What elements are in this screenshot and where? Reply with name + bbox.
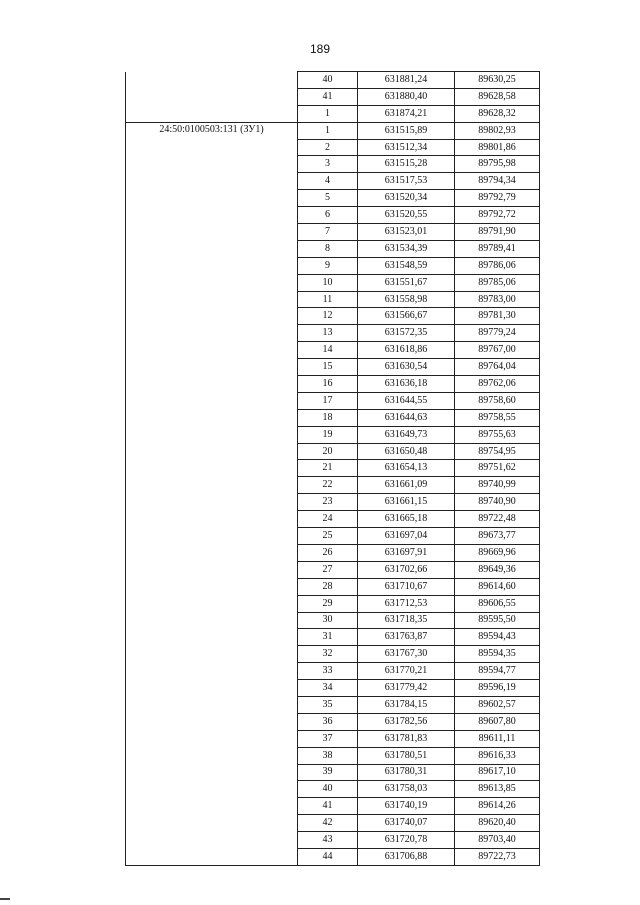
y-coordinate-cell: 89789,41 bbox=[455, 240, 540, 257]
x-coordinate-cell: 631512,34 bbox=[358, 139, 455, 156]
table-row bbox=[126, 342, 540, 359]
parcel-number-cell bbox=[126, 426, 298, 443]
parcel-number-cell bbox=[126, 646, 298, 663]
x-coordinate-cell: 631520,55 bbox=[358, 207, 455, 224]
point-number-cell: 32 bbox=[298, 646, 358, 663]
point-number-cell: 23 bbox=[298, 494, 358, 511]
x-coordinate-cell: 631706,88 bbox=[358, 848, 455, 865]
y-coordinate-cell: 89754,95 bbox=[455, 443, 540, 460]
parcel-number-cell bbox=[126, 359, 298, 376]
x-coordinate-cell: 631665,18 bbox=[358, 511, 455, 528]
table-row bbox=[126, 426, 540, 443]
x-coordinate-cell: 631780,31 bbox=[358, 764, 455, 781]
y-coordinate-cell: 89722,48 bbox=[455, 511, 540, 528]
x-coordinate-cell: 631782,56 bbox=[358, 713, 455, 730]
y-coordinate-cell: 89613,85 bbox=[455, 781, 540, 798]
point-number-cell: 40 bbox=[298, 72, 358, 89]
parcel-number-cell bbox=[126, 342, 298, 359]
y-coordinate-cell: 89762,06 bbox=[455, 376, 540, 393]
y-coordinate-cell: 89758,60 bbox=[455, 392, 540, 409]
parcel-number-cell bbox=[126, 190, 298, 207]
table-row bbox=[126, 578, 540, 595]
x-coordinate-cell: 631770,21 bbox=[358, 663, 455, 680]
parcel-number-cell bbox=[126, 105, 298, 122]
y-coordinate-cell: 89792,72 bbox=[455, 207, 540, 224]
x-coordinate-cell: 631649,73 bbox=[358, 426, 455, 443]
point-number-cell: 40 bbox=[298, 781, 358, 798]
table-row bbox=[126, 781, 540, 798]
point-number-cell: 14 bbox=[298, 342, 358, 359]
table-row bbox=[126, 595, 540, 612]
table-row bbox=[126, 511, 540, 528]
y-coordinate-cell: 89617,10 bbox=[455, 764, 540, 781]
point-number-cell: 42 bbox=[298, 815, 358, 832]
table-row bbox=[126, 105, 540, 122]
point-number-cell: 27 bbox=[298, 561, 358, 578]
parcel-number-cell bbox=[126, 240, 298, 257]
y-coordinate-cell: 89794,34 bbox=[455, 173, 540, 190]
y-coordinate-cell: 89606,55 bbox=[455, 595, 540, 612]
y-coordinate-cell: 89594,35 bbox=[455, 646, 540, 663]
x-coordinate-cell: 631551,67 bbox=[358, 274, 455, 291]
y-coordinate-cell: 89620,40 bbox=[455, 815, 540, 832]
table-row bbox=[126, 72, 540, 89]
point-number-cell: 22 bbox=[298, 477, 358, 494]
x-coordinate-cell: 631650,48 bbox=[358, 443, 455, 460]
point-number-cell: 41 bbox=[298, 88, 358, 105]
x-coordinate-cell: 631654,13 bbox=[358, 460, 455, 477]
parcel-number-cell bbox=[126, 798, 298, 815]
table-row bbox=[126, 376, 540, 393]
table-row bbox=[126, 308, 540, 325]
parcel-number-cell bbox=[126, 443, 298, 460]
table-row bbox=[126, 173, 540, 190]
table-row bbox=[126, 747, 540, 764]
y-coordinate-cell: 89740,99 bbox=[455, 477, 540, 494]
parcel-number-cell bbox=[126, 460, 298, 477]
table-row bbox=[126, 798, 540, 815]
y-coordinate-cell: 89611,11 bbox=[455, 730, 540, 747]
table-row bbox=[126, 544, 540, 561]
table-row bbox=[126, 359, 540, 376]
point-number-cell: 33 bbox=[298, 663, 358, 680]
parcel-number-cell bbox=[126, 680, 298, 697]
parcel-number-cell bbox=[126, 815, 298, 832]
point-number-cell: 38 bbox=[298, 747, 358, 764]
table-row bbox=[126, 663, 540, 680]
x-coordinate-cell: 631548,59 bbox=[358, 257, 455, 274]
point-number-cell: 11 bbox=[298, 291, 358, 308]
x-coordinate-cell: 631758,03 bbox=[358, 781, 455, 798]
parcel-number-cell bbox=[126, 764, 298, 781]
y-coordinate-cell: 89758,55 bbox=[455, 409, 540, 426]
table-row bbox=[126, 190, 540, 207]
y-coordinate-cell: 89791,90 bbox=[455, 224, 540, 241]
point-number-cell: 2 bbox=[298, 139, 358, 156]
x-coordinate-cell: 631874,21 bbox=[358, 105, 455, 122]
parcel-number-cell bbox=[126, 629, 298, 646]
y-coordinate-cell: 89602,57 bbox=[455, 696, 540, 713]
point-number-cell: 18 bbox=[298, 409, 358, 426]
y-coordinate-cell: 89614,60 bbox=[455, 578, 540, 595]
point-number-cell: 5 bbox=[298, 190, 358, 207]
table-row bbox=[126, 460, 540, 477]
point-number-cell: 39 bbox=[298, 764, 358, 781]
table-row bbox=[126, 680, 540, 697]
parcel-number-cell bbox=[126, 663, 298, 680]
point-number-cell: 34 bbox=[298, 680, 358, 697]
parcel-number-cell bbox=[126, 578, 298, 595]
x-coordinate-cell: 631784,15 bbox=[358, 696, 455, 713]
x-coordinate-cell: 631779,42 bbox=[358, 680, 455, 697]
point-number-cell: 9 bbox=[298, 257, 358, 274]
x-coordinate-cell: 631515,28 bbox=[358, 156, 455, 173]
y-coordinate-cell: 89673,77 bbox=[455, 528, 540, 545]
y-coordinate-cell: 89792,79 bbox=[455, 190, 540, 207]
table-row bbox=[126, 528, 540, 545]
x-coordinate-cell: 631710,67 bbox=[358, 578, 455, 595]
table-row bbox=[126, 815, 540, 832]
table-row bbox=[126, 274, 540, 291]
table-row bbox=[126, 88, 540, 105]
point-number-cell: 13 bbox=[298, 325, 358, 342]
point-number-cell: 17 bbox=[298, 392, 358, 409]
table-row bbox=[126, 291, 540, 308]
y-coordinate-cell: 89779,24 bbox=[455, 325, 540, 342]
table-row bbox=[126, 139, 540, 156]
y-coordinate-cell: 89783,00 bbox=[455, 291, 540, 308]
point-number-cell: 36 bbox=[298, 713, 358, 730]
parcel-number-cell bbox=[126, 832, 298, 849]
parcel-number-cell bbox=[126, 308, 298, 325]
point-number-cell: 30 bbox=[298, 612, 358, 629]
x-coordinate-cell: 631697,04 bbox=[358, 528, 455, 545]
parcel-number-cell bbox=[126, 88, 298, 105]
table-row bbox=[126, 764, 540, 781]
table-row bbox=[126, 224, 540, 241]
point-number-cell: 26 bbox=[298, 544, 358, 561]
x-coordinate-cell: 631534,39 bbox=[358, 240, 455, 257]
table-row bbox=[126, 207, 540, 224]
x-coordinate-cell: 631644,55 bbox=[358, 392, 455, 409]
parcel-number-cell bbox=[126, 781, 298, 798]
y-coordinate-cell: 89764,04 bbox=[455, 359, 540, 376]
parcel-number-cell bbox=[126, 561, 298, 578]
point-number-cell: 19 bbox=[298, 426, 358, 443]
y-coordinate-cell: 89596,19 bbox=[455, 680, 540, 697]
parcel-number-cell bbox=[126, 477, 298, 494]
point-number-cell: 44 bbox=[298, 848, 358, 865]
y-coordinate-cell: 89628,58 bbox=[455, 88, 540, 105]
parcel-number-cell bbox=[126, 224, 298, 241]
x-coordinate-cell: 631636,18 bbox=[358, 376, 455, 393]
table-row bbox=[126, 494, 540, 511]
point-number-cell: 16 bbox=[298, 376, 358, 393]
parcel-number-cell bbox=[126, 156, 298, 173]
y-coordinate-cell: 89740,90 bbox=[455, 494, 540, 511]
y-coordinate-cell: 89703,40 bbox=[455, 832, 540, 849]
parcel-number-cell bbox=[126, 139, 298, 156]
parcel-number-cell bbox=[126, 612, 298, 629]
y-coordinate-cell: 89751,62 bbox=[455, 460, 540, 477]
point-number-cell: 3 bbox=[298, 156, 358, 173]
y-coordinate-cell: 89795,98 bbox=[455, 156, 540, 173]
parcel-number-cell bbox=[126, 257, 298, 274]
point-number-cell: 8 bbox=[298, 240, 358, 257]
y-coordinate-cell: 89649,36 bbox=[455, 561, 540, 578]
table-row bbox=[126, 561, 540, 578]
y-coordinate-cell: 89767,00 bbox=[455, 342, 540, 359]
parcel-number-cell bbox=[126, 528, 298, 545]
y-coordinate-cell: 89614,26 bbox=[455, 798, 540, 815]
table-row bbox=[126, 409, 540, 426]
parcel-number-cell bbox=[126, 544, 298, 561]
x-coordinate-cell: 631740,19 bbox=[358, 798, 455, 815]
x-coordinate-cell: 631718,35 bbox=[358, 612, 455, 629]
y-coordinate-cell: 89755,63 bbox=[455, 426, 540, 443]
x-coordinate-cell: 631618,86 bbox=[358, 342, 455, 359]
x-coordinate-cell: 631566,67 bbox=[358, 308, 455, 325]
table-row bbox=[126, 325, 540, 342]
parcel-number-cell bbox=[126, 747, 298, 764]
point-number-cell: 20 bbox=[298, 443, 358, 460]
x-coordinate-cell: 631644,63 bbox=[358, 409, 455, 426]
page-number: 189 bbox=[309, 42, 331, 56]
x-coordinate-cell: 631572,35 bbox=[358, 325, 455, 342]
y-coordinate-cell: 89607,80 bbox=[455, 713, 540, 730]
x-coordinate-cell: 631767,30 bbox=[358, 646, 455, 663]
parcel-number-cell bbox=[126, 207, 298, 224]
parcel-number-cell bbox=[126, 274, 298, 291]
x-coordinate-cell: 631881,24 bbox=[358, 72, 455, 89]
x-coordinate-cell: 631558,98 bbox=[358, 291, 455, 308]
table-row bbox=[126, 240, 540, 257]
point-number-cell: 1 bbox=[298, 105, 358, 122]
point-number-cell: 28 bbox=[298, 578, 358, 595]
table-row bbox=[126, 612, 540, 629]
table-row bbox=[126, 122, 540, 139]
parcel-number-cell bbox=[126, 848, 298, 865]
table-row bbox=[126, 443, 540, 460]
y-coordinate-cell: 89630,25 bbox=[455, 72, 540, 89]
x-coordinate-cell: 631702,66 bbox=[358, 561, 455, 578]
y-coordinate-cell: 89801,86 bbox=[455, 139, 540, 156]
table-row bbox=[126, 257, 540, 274]
point-number-cell: 15 bbox=[298, 359, 358, 376]
y-coordinate-cell: 89781,30 bbox=[455, 308, 540, 325]
x-coordinate-cell: 631712,53 bbox=[358, 595, 455, 612]
parcel-number-cell: 24:50:0100503:131 (ЗУ1) bbox=[126, 122, 298, 139]
parcel-number-cell bbox=[126, 291, 298, 308]
x-coordinate-cell: 631517,53 bbox=[358, 173, 455, 190]
parcel-number-cell bbox=[126, 376, 298, 393]
coordinates-table-body bbox=[126, 72, 540, 866]
table-row bbox=[126, 832, 540, 849]
point-number-cell: 29 bbox=[298, 595, 358, 612]
y-coordinate-cell: 89594,43 bbox=[455, 629, 540, 646]
x-coordinate-cell: 631763,87 bbox=[358, 629, 455, 646]
point-number-cell: 25 bbox=[298, 528, 358, 545]
point-number-cell: 7 bbox=[298, 224, 358, 241]
parcel-number-cell bbox=[126, 173, 298, 190]
point-number-cell: 4 bbox=[298, 173, 358, 190]
point-number-cell: 43 bbox=[298, 832, 358, 849]
x-coordinate-cell: 631780,51 bbox=[358, 747, 455, 764]
table-row bbox=[126, 392, 540, 409]
point-number-cell: 41 bbox=[298, 798, 358, 815]
table-row bbox=[126, 629, 540, 646]
point-number-cell: 12 bbox=[298, 308, 358, 325]
point-number-cell: 21 bbox=[298, 460, 358, 477]
y-coordinate-cell: 89594,77 bbox=[455, 663, 540, 680]
x-coordinate-cell: 631880,40 bbox=[358, 88, 455, 105]
parcel-number-cell bbox=[126, 713, 298, 730]
y-coordinate-cell: 89669,96 bbox=[455, 544, 540, 561]
parcel-number-cell bbox=[126, 72, 298, 89]
page-edge-mark bbox=[0, 898, 10, 900]
parcel-number-cell bbox=[126, 409, 298, 426]
y-coordinate-cell: 89628,32 bbox=[455, 105, 540, 122]
table-row bbox=[126, 730, 540, 747]
point-number-cell: 24 bbox=[298, 511, 358, 528]
x-coordinate-cell: 631661,15 bbox=[358, 494, 455, 511]
point-number-cell: 37 bbox=[298, 730, 358, 747]
coordinates-table bbox=[125, 71, 540, 866]
x-coordinate-cell: 631697,91 bbox=[358, 544, 455, 561]
parcel-number-cell bbox=[126, 730, 298, 747]
table-row bbox=[126, 713, 540, 730]
x-coordinate-cell: 631661,09 bbox=[358, 477, 455, 494]
x-coordinate-cell: 631781,83 bbox=[358, 730, 455, 747]
y-coordinate-cell: 89802,93 bbox=[455, 122, 540, 139]
table-row bbox=[126, 156, 540, 173]
table-row bbox=[126, 696, 540, 713]
point-number-cell: 10 bbox=[298, 274, 358, 291]
x-coordinate-cell: 631720,78 bbox=[358, 832, 455, 849]
y-coordinate-cell: 89595,50 bbox=[455, 612, 540, 629]
point-number-cell: 1 bbox=[298, 122, 358, 139]
parcel-number-cell bbox=[126, 696, 298, 713]
point-number-cell: 35 bbox=[298, 696, 358, 713]
x-coordinate-cell: 631520,34 bbox=[358, 190, 455, 207]
parcel-number-cell bbox=[126, 511, 298, 528]
point-number-cell: 31 bbox=[298, 629, 358, 646]
parcel-number-cell bbox=[126, 392, 298, 409]
x-coordinate-cell: 631630,54 bbox=[358, 359, 455, 376]
parcel-number-cell bbox=[126, 494, 298, 511]
y-coordinate-cell: 89785,06 bbox=[455, 274, 540, 291]
table-row bbox=[126, 477, 540, 494]
x-coordinate-cell: 631740,07 bbox=[358, 815, 455, 832]
table-row bbox=[126, 848, 540, 865]
y-coordinate-cell: 89722,73 bbox=[455, 848, 540, 865]
point-number-cell: 6 bbox=[298, 207, 358, 224]
y-coordinate-cell: 89786,06 bbox=[455, 257, 540, 274]
y-coordinate-cell: 89616,33 bbox=[455, 747, 540, 764]
parcel-number-cell bbox=[126, 595, 298, 612]
parcel-number-cell bbox=[126, 325, 298, 342]
x-coordinate-cell: 631523,01 bbox=[358, 224, 455, 241]
table-row bbox=[126, 646, 540, 663]
x-coordinate-cell: 631515,89 bbox=[358, 122, 455, 139]
